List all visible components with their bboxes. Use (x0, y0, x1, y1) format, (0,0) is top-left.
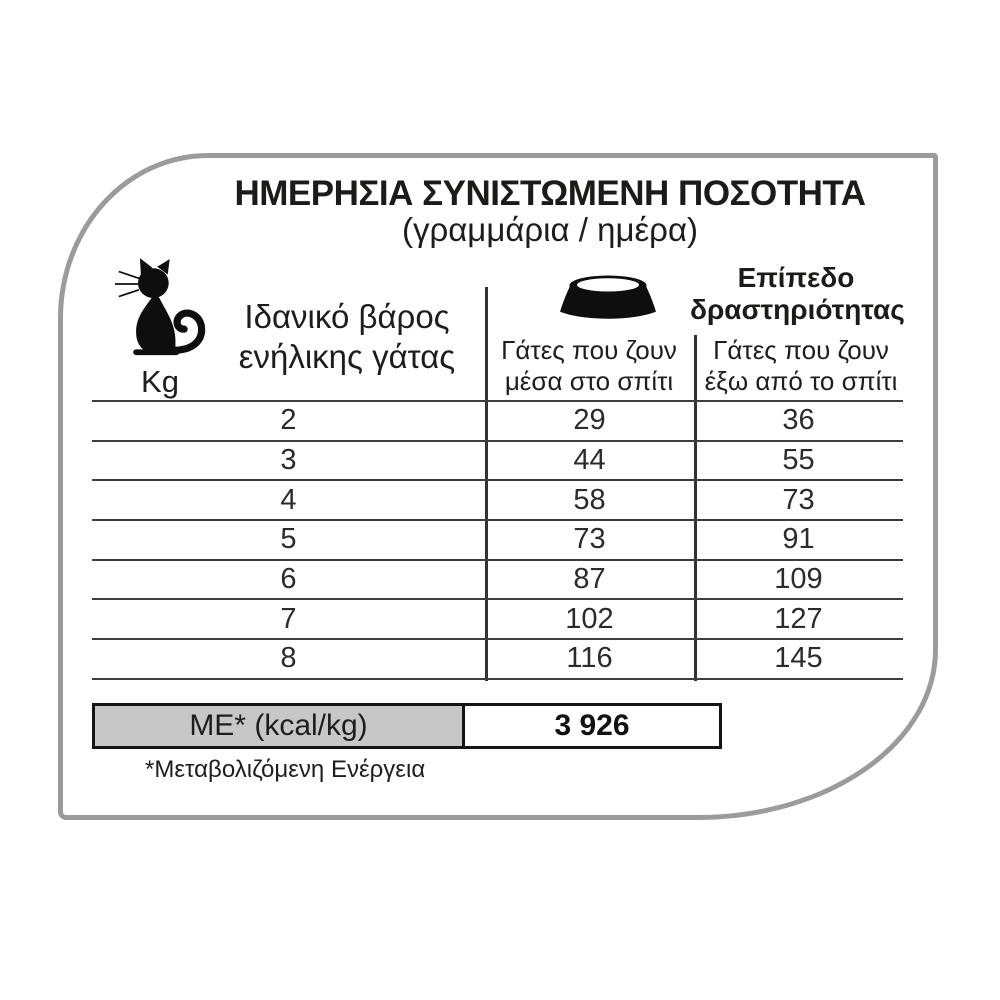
ideal-weight-heading (212, 297, 482, 377)
ideal-weight-line2: ενήλικης γάτας (238, 338, 456, 375)
outdoor-cell: 55 (782, 444, 815, 477)
table-row (92, 600, 903, 640)
outdoor-cell: 91 (782, 523, 815, 556)
indoor-cell: 73 (573, 523, 606, 556)
cat-icon (114, 257, 210, 361)
weight-cell: 4 (280, 483, 297, 516)
indoor-cell: 102 (565, 602, 614, 635)
weight-cell: 2 (280, 404, 297, 437)
table-row (92, 640, 903, 680)
indoor-cell: 87 (573, 563, 606, 596)
table-row (92, 481, 903, 521)
outdoor-cell: 36 (782, 404, 815, 437)
activity-line1: Επίπεδο (737, 262, 855, 293)
weight-unit-label: Kg (141, 364, 179, 399)
footnote: *Μεταβολιζόμενη Ενέργεια (145, 756, 426, 783)
outdoor-cell: 127 (774, 602, 823, 635)
outdoor-header-line2: έξω από το σπίτι (704, 366, 898, 396)
page-subtitle: (γραμμάρια / ημέρα) (401, 211, 699, 248)
feeding-table (92, 400, 903, 680)
outdoor-cell: 73 (782, 483, 815, 516)
ideal-weight-line1: Ιδανικό βάρος (244, 298, 450, 335)
indoor-header-line2: μέσα στο σπίτι (504, 366, 674, 396)
table-row (92, 561, 903, 601)
me-label: ME* (kcal/kg) (95, 706, 465, 746)
me-value: 3 926 (554, 709, 630, 742)
indoor-cell: 116 (566, 642, 613, 675)
page-title: ΗΜΕΡΗΣΙΑ ΣΥΝΙΣΤΩΜΕΝΗ ΠΟΣΟΤΗΤΑ (234, 174, 866, 213)
column-header-indoor (487, 335, 691, 397)
activity-level-heading (690, 262, 905, 326)
outdoor-header-line1: Γάτες που ζουν (713, 335, 889, 365)
table-row (92, 521, 903, 561)
indoor-cell: 29 (573, 404, 606, 437)
outdoor-cell: 109 (774, 563, 823, 596)
indoor-cell: 58 (573, 483, 606, 516)
metabolizable-energy-row (92, 703, 722, 749)
indoor-header-line1: Γάτες που ζουν (501, 335, 677, 365)
weight-cell: 5 (280, 523, 297, 556)
weight-cell: 6 (280, 563, 297, 596)
table-row (92, 402, 903, 442)
indoor-cell: 44 (573, 444, 606, 477)
weight-cell: 8 (280, 642, 297, 675)
weight-cell: 3 (280, 444, 297, 477)
outdoor-cell: 145 (774, 642, 823, 675)
table-row (92, 442, 903, 482)
bowl-icon (556, 275, 660, 322)
column-header-outdoor (696, 335, 906, 397)
weight-cell: 7 (280, 602, 297, 635)
activity-line2: δραστηριότητας (690, 294, 905, 325)
